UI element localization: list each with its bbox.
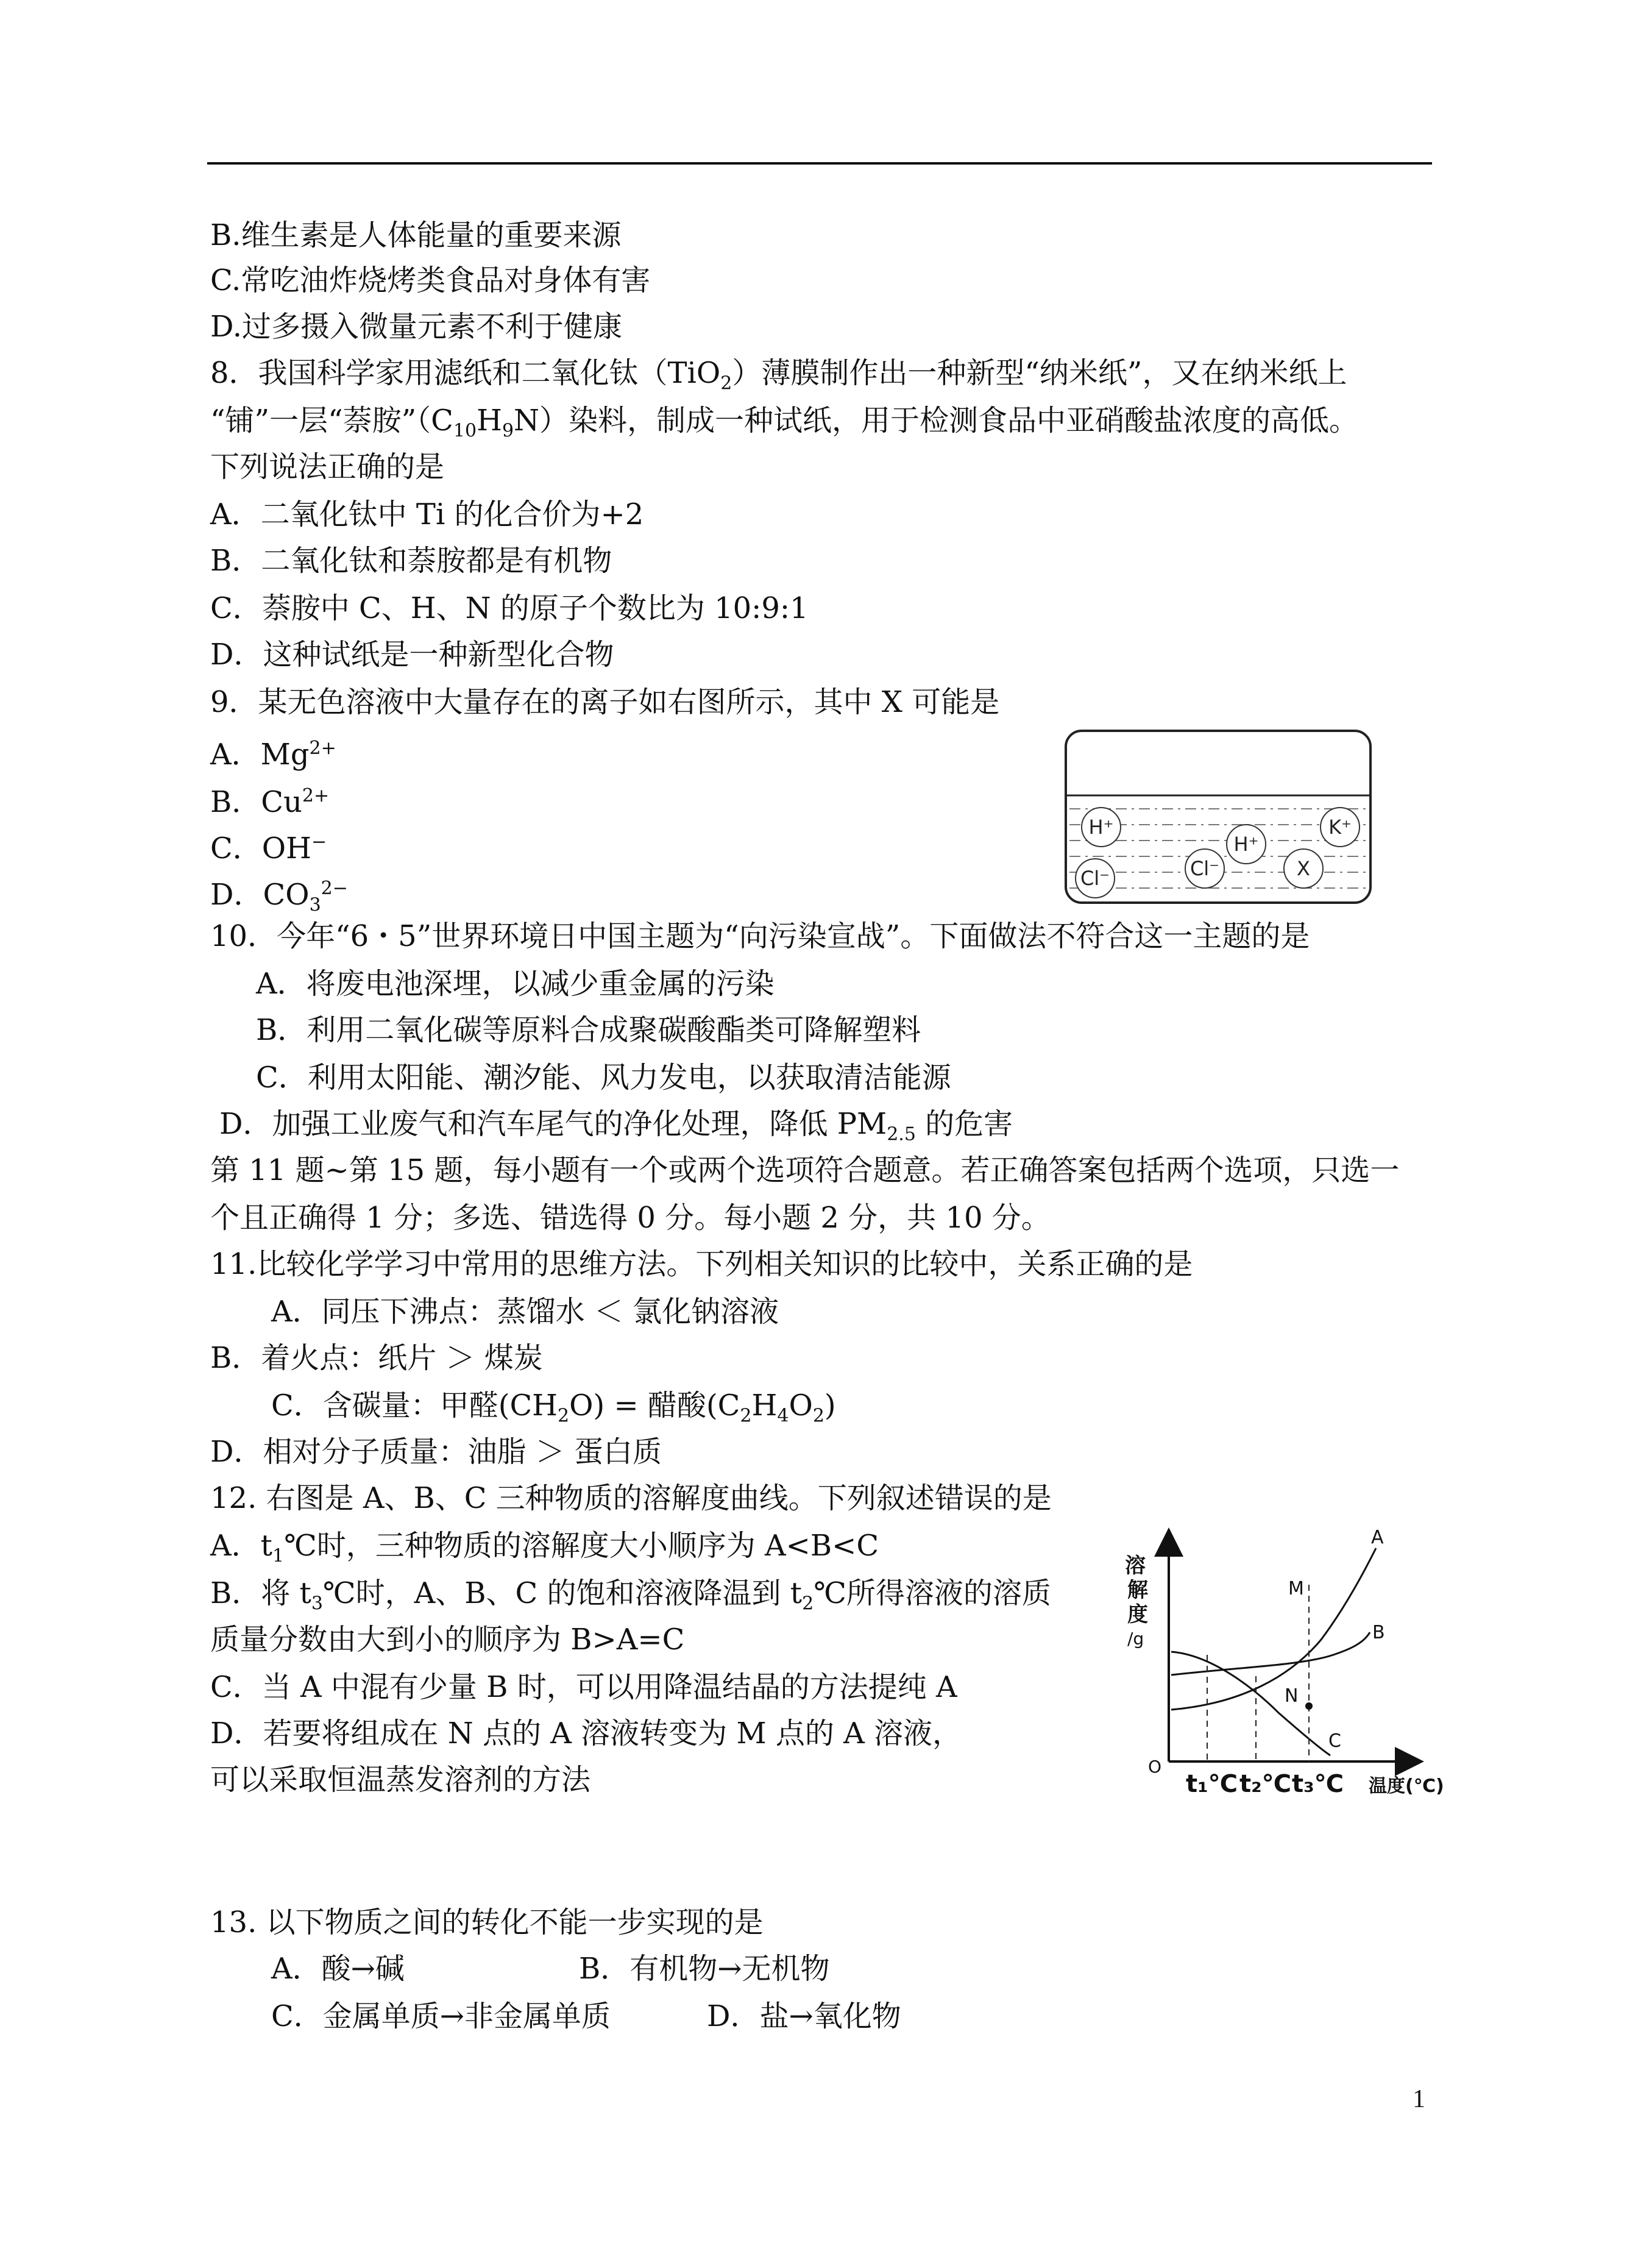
curve-a: [1171, 1548, 1376, 1710]
text-line-l34: 可以采取恒温蒸发溶剂的方法: [210, 1763, 591, 1797]
text-line-l39: D．盐→氧化物: [707, 1999, 901, 2033]
ion-x: X: [1297, 857, 1310, 880]
yunit: /g: [1127, 1629, 1144, 1649]
ylabel-1: 溶: [1125, 1554, 1146, 1578]
text-line-l38: C．金属单质→非金属单质: [271, 1999, 611, 2033]
text-line-l2: C.常吃油炸烧烤类食品对身体有害: [210, 263, 651, 297]
ylabel-2: 解: [1127, 1578, 1148, 1602]
tick-t2: t₂℃: [1239, 1770, 1292, 1798]
ion-h2: H⁺: [1233, 833, 1259, 856]
label-curve-a: A: [1371, 1527, 1384, 1548]
ylabel-3: 度: [1127, 1602, 1148, 1627]
text-line-l15: D．$CO_3^{2-}$: [210, 878, 348, 916]
text-line-l1: B.维生素是人体能量的重要来源: [210, 218, 622, 252]
curve-b: [1171, 1632, 1370, 1675]
text-line-l16: 10．今年“6・5”世界环境日中国主题为“向污染宣战”。下面做法不符合这一主题的是: [210, 919, 1310, 953]
x-axis-label: 温度(℃): [1369, 1776, 1444, 1797]
ion-cl1: Cl⁻: [1080, 867, 1110, 890]
text-line-l32: C．当 A 中混有少量 B 时，可以用降温结晶的方法提纯 A: [210, 1670, 957, 1704]
label-point-n: N: [1285, 1685, 1299, 1707]
text-line-l14: C．OH−: [210, 831, 327, 866]
text-line-l5: “铺”一层“萘胺$”(C_{10}H_9N)$染料，制成一种试纸，用于检测食品中亚硝酸盐浓度的高低。: [210, 403, 1359, 442]
text-line-l9: C．萘胺中 C、H、N 的原子个数比为 10:9:1: [210, 591, 809, 625]
text-line-l31: 质量分数由大到小的顺序为 B>A=C: [210, 1623, 685, 1657]
text-line-l33: D．若要将组成在 N 点的 A 溶液转变为 M 点的 A 溶液，: [210, 1716, 962, 1751]
text-line-l7: A．二氧化钛中 Ti 的化合价为+2: [210, 497, 644, 531]
text-line-l27: D．相对分子质量：油脂 ＞ 蛋白质: [210, 1435, 662, 1469]
text-line-l35: 13. 以下物质之间的转化不能一步实现的是: [210, 1905, 764, 1939]
tick-t3: t₃℃: [1292, 1770, 1344, 1798]
text-line-l13: B．$Cu^{2+}$: [210, 785, 330, 819]
text-line-l8: B．二氧化钛和萘胺都是有机物: [210, 544, 612, 578]
tick-t1: t₁℃: [1186, 1770, 1238, 1798]
text-line-l23: 11.比较化学学习中常用的思维方法。下列相关知识的比较中，关系正确的是: [210, 1247, 1193, 1281]
solubility-curve-diagram: [1120, 1524, 1473, 1810]
point-n: [1305, 1702, 1313, 1710]
text-line-l11: 9．某无色溶液中大量存在的离子如右图所示，其中 X 可能是: [210, 685, 1000, 719]
label-curve-b: B: [1372, 1622, 1385, 1643]
text-line-l17: A．将废电池深埋，以减少重金属的污染: [256, 967, 775, 1001]
text-line-l21: 第 11 题~第 15 题，每小题有一个或两个选项符合题意。若正确答案包括两个选项，只选一: [210, 1153, 1400, 1187]
text-line-l19: C．利用太阳能、潮汐能、风力发电，以获取清洁能源: [256, 1061, 951, 1095]
ion-beaker-diagram: [1063, 728, 1383, 911]
text-line-l10: D．这种试纸是一种新型化合物: [210, 638, 614, 672]
text-line-l4: 8．我国科学家用滤纸和二氧化钛（TiO$_2$）薄膜制作出一种新型“纳米纸”，又在纳米纸上: [210, 356, 1347, 394]
text-line-l28: 12. 右图是 A、B、C 三种物质的溶解度曲线。下列叙述错误的是: [210, 1481, 1052, 1515]
text-line-l36: A．酸→碱: [271, 1952, 405, 1986]
ion-k: K⁺: [1328, 816, 1352, 839]
text-line-l30: B．将 $t_3℃$时，A、B、C 的饱和溶液降温到 $t_2℃$所得溶液的溶质: [210, 1576, 1051, 1615]
label-point-m: M: [1288, 1578, 1304, 1599]
text-line-l3: D.过多摄入微量元素不利于健康: [210, 310, 623, 344]
ion-cl2: Cl⁻: [1190, 857, 1220, 880]
text-line-l24: A．同压下沸点：蒸馏水 ＜ 氯化钠溶液: [271, 1295, 779, 1329]
text-line-l22: 个且正确得 1 分；多选、错选得 0 分。每小题 2 分，共 10 分。: [210, 1201, 1051, 1235]
origin: O: [1148, 1757, 1162, 1777]
text-line-l6: 下列说法正确的是: [210, 450, 445, 484]
text-line-l12: A．$Mg^{2+}$: [210, 738, 336, 772]
page-number: 1: [1413, 2085, 1425, 2113]
text-line-l18: B．利用二氧化碳等原料合成聚碳酸酯类可降解塑料: [256, 1013, 921, 1047]
text-line-l26: C．含碳量：甲醛$(CH_2O)$ = 醋酸$(C_2H_4O_2)$: [271, 1388, 836, 1427]
text-line-l29: A．$t_1℃$时，三种物质的溶解度大小顺序为 A<B<C: [210, 1529, 879, 1567]
text-line-l37: B．有机物→无机物: [579, 1952, 830, 1986]
label-curve-c: C: [1328, 1730, 1341, 1752]
ion-h1: H⁺: [1088, 816, 1114, 839]
header-rule: [207, 162, 1432, 165]
text-line-l25: B．着火点：纸片 ＞ 煤炭: [210, 1341, 543, 1375]
text-line-l20: D．加强工业废气和汽车尾气的净化处理，降低 $PM_{2.5}$ 的危害: [219, 1107, 1013, 1145]
